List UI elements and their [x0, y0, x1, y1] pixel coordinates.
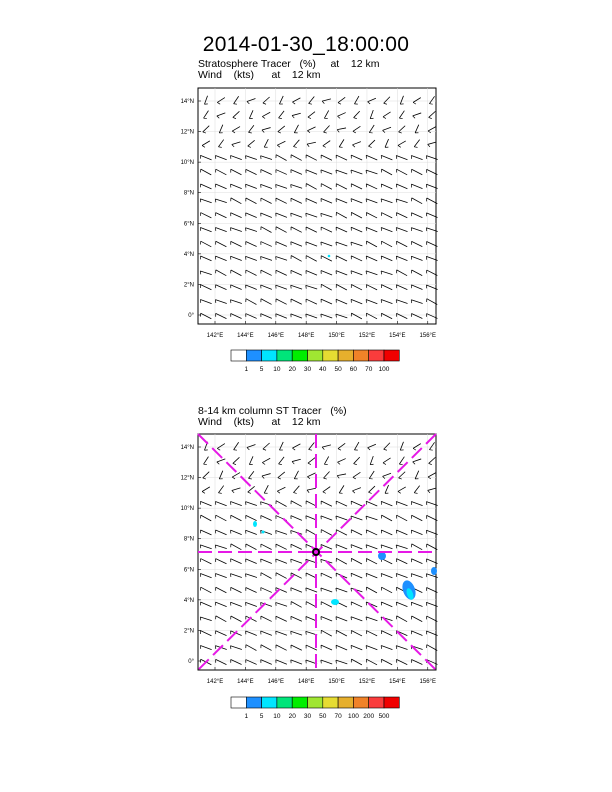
top-colorbar-box [277, 350, 292, 361]
tracer-patch [328, 255, 331, 258]
tracer-patch [253, 521, 257, 527]
bottom-colorbar-label: 70 [334, 713, 342, 720]
bottom-colorbar-box [353, 697, 368, 708]
top-colorbar-label: 30 [303, 366, 312, 373]
top-colorbar-label: 1 [244, 366, 249, 373]
bottom-colorbar-box [292, 697, 307, 708]
bottom-colorbar-box [338, 697, 353, 708]
top-x-tick-label: 150°E [328, 333, 345, 339]
top-colorbar-box [338, 350, 353, 361]
bottom-y-tick-label: 14°N [180, 445, 194, 451]
bottom-y-tick-label: 12°N [180, 475, 194, 482]
top-colorbar-box [246, 350, 261, 361]
top-colorbar-label: 5 [259, 366, 264, 373]
top-y-tick-label: 10°N [180, 160, 194, 167]
bottom-x-tick-label: 146°E [267, 679, 284, 685]
top-colorbar-box [384, 350, 399, 361]
top-y-tick-label: 4°N [183, 251, 194, 258]
top-colorbar-box [323, 350, 338, 361]
tracer-patch [331, 599, 339, 605]
bottom-colorbar-box [231, 697, 246, 708]
bottom-colorbar-label: 50 [319, 713, 327, 720]
tracer-patch [431, 567, 437, 575]
bottom-x-tick-label: 152°E [358, 679, 376, 685]
bottom-x-tick-label: 150°E [328, 679, 345, 685]
bottom-colorbar-box [277, 697, 292, 708]
bottom-colorbar-box [369, 697, 384, 708]
top-y-tick-label: 6°N [183, 221, 194, 228]
bottom-colorbar-box [384, 697, 399, 708]
bottom-y-tick-label: 2°N [183, 628, 194, 635]
bottom-colorbar-label: 1 [244, 713, 249, 720]
top-colorbar-box [369, 350, 384, 361]
bottom-y-tick-label: 0° [188, 659, 194, 665]
top-y-tick-label: 0° [188, 313, 194, 319]
top-colorbar-box [262, 350, 277, 361]
bottom-colorbar-label: 500 [378, 713, 390, 720]
top-colorbar-box [231, 350, 246, 361]
bottom-x-tick-label: 156°E [419, 679, 436, 685]
top-colorbar-label: 60 [349, 366, 358, 373]
bottom-colorbar-label: 20 [288, 713, 296, 720]
top-colorbar-box [292, 350, 307, 361]
top-panel-title-line2: Wind (kts) at 12 km [198, 69, 321, 81]
top-colorbar-box [353, 350, 368, 361]
top-x-tick-label: 146°E [267, 333, 284, 339]
bottom-panel [181, 434, 438, 720]
bottom-panel-title-line1: 8-14 km column ST Tracer (%) [198, 405, 347, 417]
top-y-tick-label: 8°N [183, 190, 194, 197]
top-colorbar-box [308, 350, 323, 361]
top-y-tick-label: 14°N [180, 99, 194, 105]
top-colorbar-label: 10 [273, 366, 281, 373]
bottom-x-tick-label: 142°E [206, 679, 224, 685]
bottom-colorbar-box [262, 697, 277, 708]
tracer-patch [262, 531, 265, 534]
top-y-tick-label: 12°N [180, 129, 194, 136]
top-y-tick-label: 2°N [183, 282, 194, 289]
bottom-colorbar-box [308, 697, 323, 708]
top-x-tick-label: 142°E [206, 333, 224, 339]
bottom-colorbar-box [246, 697, 261, 708]
top-colorbar-label: 50 [334, 366, 342, 373]
top-panel-title-line1: Stratosphere Tracer (%) at 12 km [198, 58, 380, 70]
top-colorbar-label: 20 [288, 366, 296, 373]
bottom-colorbar-label: 5 [259, 713, 264, 720]
bottom-colorbar-label: 10 [273, 713, 281, 720]
top-x-tick-label: 154°E [389, 333, 406, 339]
bottom-panel-title-line2: Wind (kts) at 12 km [198, 416, 321, 428]
top-x-tick-label: 148°E [297, 333, 315, 339]
bottom-colorbar-label: 30 [303, 713, 312, 720]
bottom-colorbar-box [323, 697, 338, 708]
bottom-colorbar-label: 200 [363, 713, 375, 720]
top-x-tick-label: 152°E [358, 333, 376, 339]
main-title: 2014-01-30_18:00:00 [202, 33, 410, 56]
top-colorbar-label: 40 [319, 366, 327, 373]
bottom-y-tick-label: 6°N [183, 567, 194, 574]
bottom-y-tick-label: 10°N [180, 506, 194, 513]
bottom-x-tick-label: 148°E [297, 679, 315, 685]
tracer-patch [378, 552, 386, 560]
bottom-colorbar-label: 100 [347, 713, 359, 720]
top-colorbar-label: 100 [378, 366, 390, 373]
bottom-x-tick-label: 154°E [389, 679, 406, 685]
bottom-y-tick-label: 4°N [183, 597, 194, 604]
crosshair-center-dot [314, 550, 318, 554]
top-colorbar-label: 70 [365, 366, 373, 373]
bottom-x-tick-label: 144°E [237, 679, 254, 685]
bottom-y-tick-label: 8°N [183, 536, 194, 543]
top-x-tick-label: 144°E [237, 333, 254, 339]
top-x-tick-label: 156°E [419, 333, 436, 339]
top-panel [181, 88, 438, 373]
